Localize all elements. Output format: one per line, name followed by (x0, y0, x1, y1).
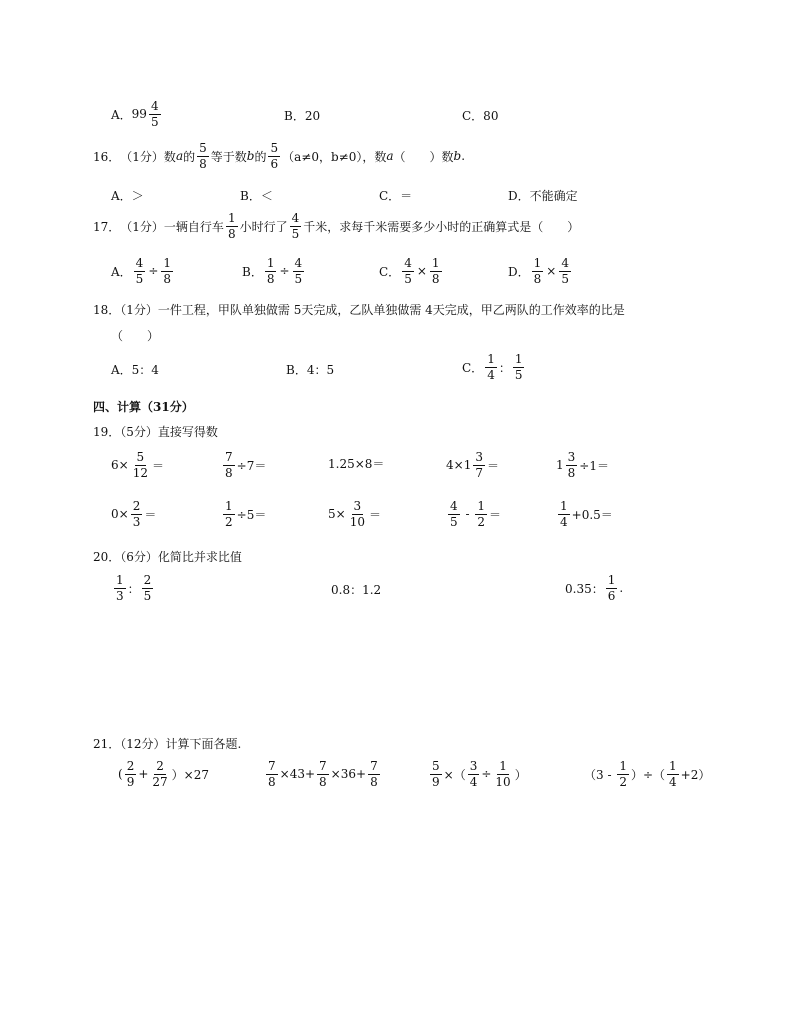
fraction: $\frac{7}{8}$ (319, 759, 327, 789)
fraction: $\frac{4}{5}$ (294, 256, 303, 286)
q17-option-a: A． $\frac{4}{5}$ ÷ $\frac{1}{8}$ (111, 256, 172, 286)
fraction: 4 5 (450, 499, 458, 529)
q19-expr-9: 4 5 - 1 2 ＝ (450, 499, 501, 529)
fraction: $\frac{2}{27}$ (152, 759, 168, 789)
q17-option-c: C． $\frac{4}{5}$ × $\frac{1}{8}$ (379, 256, 440, 286)
question-16: 16． （1分） 数 a 的 5 8 等于数 b 的 5 6 （a≠0，b≠0），数 a （ ）数 b . (93, 141, 466, 171)
question-18: 18．（1分）一件工程，甲队单独做需 5天完成，乙队单独做需 4天完成，甲乙两队的工作效率的比是 (93, 303, 625, 317)
q19-expr-8: 5× $\frac{3}{10}$ ＝ (328, 499, 381, 529)
question-17: 17． （1分） 一辆自行车 1 8 小时行了 4 5 千米，求每千米需要多少小时的正确算式是（ ） (93, 211, 580, 241)
q17-option-b: B． $\frac{1}{8}$ ÷ $\frac{4}{5}$ (242, 256, 303, 286)
q18-option-c: C． 1 4 ： 1 5 (462, 352, 523, 382)
fraction: $\frac{2}{3}$ (132, 499, 141, 529)
q19-expr-4: 4×1 3 7 ＝ (446, 450, 499, 480)
fraction: $\frac{3}{10}$ (349, 499, 365, 529)
section-title: 四、计算（31分） (93, 400, 194, 414)
q16-option-b: B．＜ (240, 189, 273, 203)
fraction: 1 5 (514, 352, 523, 382)
q16-option-a: A．＞ (111, 189, 144, 203)
q19-expr-1: 6× $\frac{5}{12}$ ＝ (111, 450, 164, 480)
q21-expr-2: $\frac{7}{8}$ ×43+ $\frac{7}{8}$ ×36+ $\frac{7}{8}$ (268, 759, 378, 789)
q19-expr-3: 1.25×8＝ (328, 457, 385, 471)
fraction: 1 2 (477, 499, 485, 529)
q19-expr-6: 0× $\frac{2}{3}$ ＝ (111, 499, 157, 529)
q20-expr-3: 0.35： 1 6 . (565, 573, 624, 603)
fraction: $\frac{7}{8}$ (370, 759, 378, 789)
fraction: $\frac{1}{8}$ (266, 256, 275, 286)
fraction: 1 4 (487, 352, 495, 382)
q20-expr-1: 1 3 ： 2 5 (116, 573, 152, 603)
q16-option-c: C．＝ (379, 189, 413, 203)
q19-expr-2: $\frac{7}{8}$ ÷7＝ (225, 450, 267, 480)
fraction: 2 9 (126, 759, 135, 789)
q21-expr-1: ( 2 9 + $\frac{2}{27}$ ）×27 (118, 759, 209, 789)
fraction: 1 3 (116, 573, 124, 603)
fraction: $\frac{1}{2}$ (225, 499, 233, 529)
question-20: 20．（6分）化简比并求比值 (93, 550, 242, 564)
q16-option-d: D．不能确定 (508, 189, 578, 203)
q21-expr-4: （3 - 1 2 ）÷（ 1 4 +2） (584, 759, 711, 789)
fraction: $\frac{7}{8}$ (225, 450, 233, 480)
q18-option-b: B．4：5 (286, 363, 335, 377)
fraction: 1 6 (607, 573, 616, 603)
question-18-blank: （ ） (111, 329, 160, 343)
question-19: 19．（5分）直接写得数 (93, 425, 218, 439)
fraction: 1 4 (560, 499, 568, 529)
q15-option-b: B．20 (284, 109, 321, 123)
q17-option-d: D． $\frac{1}{8}$ × $\frac{4}{5}$ (508, 256, 569, 286)
fraction: $\frac{7}{8}$ (268, 759, 276, 789)
q19-expr-10: 1 4 +0.5＝ (560, 499, 613, 529)
fraction: $\frac{1}{10}$ (495, 759, 511, 789)
fraction: 1 8 (227, 211, 236, 241)
fraction: $\frac{4}{5}$ (135, 256, 144, 286)
q18-option-a: A．5：4 (111, 363, 159, 377)
fraction: $\frac{5}{9}$ (432, 759, 440, 789)
fraction: $\frac{4}{5}$ (404, 256, 412, 286)
fraction: $\frac{5}{12}$ (132, 450, 148, 480)
fraction: $\frac{1}{8}$ (431, 256, 440, 286)
fraction: 2 5 (143, 573, 152, 603)
fraction: $\frac{1}{8}$ (533, 256, 542, 286)
q20-expr-2: 0.8：1.2 (331, 583, 382, 597)
fraction: $\frac{3}{4}$ (469, 759, 478, 789)
fraction: 4 5 (291, 211, 300, 241)
q19-expr-7: $\frac{1}{2}$ ÷5＝ (225, 499, 267, 529)
fraction: $\frac{1}{8}$ (163, 256, 172, 286)
fraction: 4 5 (150, 99, 159, 129)
fraction: 5 6 (270, 141, 279, 171)
fraction: $\frac{3}{8}$ (567, 450, 576, 480)
fraction: 3 7 (475, 450, 483, 480)
q19-expr-5: 1 $\frac{3}{8}$ ÷1＝ (556, 450, 609, 480)
q15-option-c: C．80 (462, 109, 499, 123)
fraction: 1 2 (619, 759, 627, 789)
question-21: 21．（12分）计算下面各题. (93, 737, 242, 751)
fraction: 1 4 (669, 759, 677, 789)
fraction: $\frac{4}{5}$ (561, 256, 569, 286)
q15-option-a: A． 99 4 5 (111, 99, 159, 129)
fraction: 5 8 (199, 141, 207, 171)
q21-expr-3: $\frac{5}{9}$ ×（ $\frac{3}{4}$ ÷ $\frac{1}{10}$ ） (432, 759, 527, 789)
